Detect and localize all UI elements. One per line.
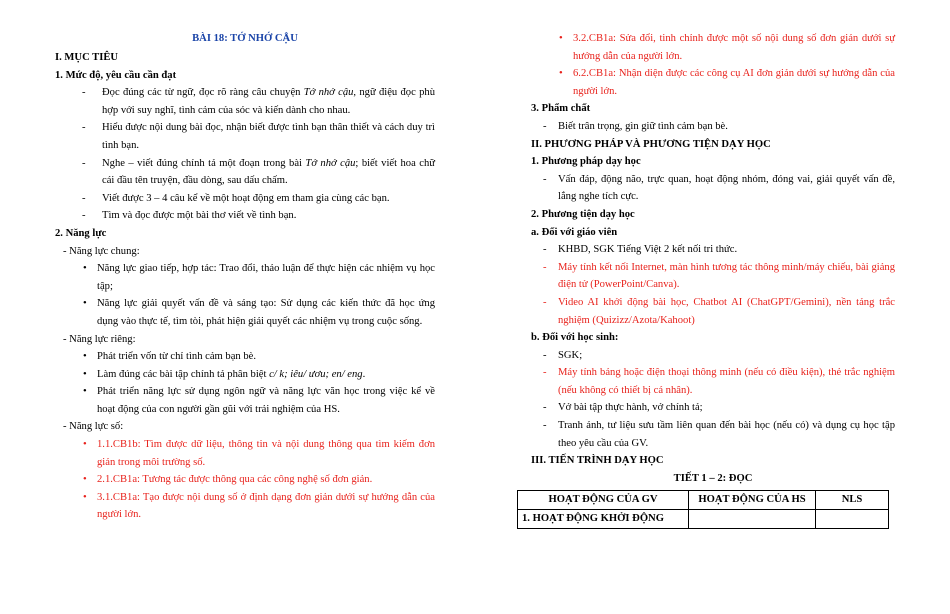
subsection-means: 2. Phương tiện dạy học [531,208,635,220]
period-heading: TIẾT 1 – 2: ĐỌC [673,472,753,484]
specific-competence-item: • Phát triển năng lực sử dụng ngôn ngữ và năng lực văn học trong việc kể về hoạt động của con người gần gũi với trải nghiệm của HS. [55,383,435,418]
student-means-item: - SGK; [531,347,895,365]
student-means-label: b. Đối với học sinh: [531,332,619,344]
digital-competence-item: • 6.2.CB1a: Nhận diện được các công cụ AI đơn giản dưới sự hướng dẫn của người lớn. [531,65,895,100]
specific-competence-label: - Năng lực riêng: [63,333,136,345]
goal-item: - Nghe – viết đúng chính tả một đoạn trong bài Tớ nhớ cậu; biết viết hoa chữ cái đầu tên truyện, đầu dòng, sau dấu chấm. [55,155,435,190]
teacher-means-item: - Video AI khởi động bài học, Chatbot AI (ChatGPT/Gemini), nền tảng trắc nghiệm (Quizizz/Azota/Kahoot) [531,294,895,329]
goal-item: - Viết được 3 – 4 câu kể về một hoạt động em tham gia cùng các bạn. [55,190,435,208]
teacher-means-item: - Máy tính kết nối Internet, màn hình tương tác thông minh/máy chiếu, bài giảng điện tử (PowerPoint/Canva). [531,259,895,294]
general-competence-item: • Năng lực giao tiếp, hợp tác: Trao đổi, thảo luận để thực hiện các nhiệm vụ học tập; [55,260,435,295]
subsection-methods: 1. Phương pháp dạy học [531,156,641,168]
table-cell-empty [816,510,889,529]
table-cell-empty [689,510,816,529]
left-column [55,0,435,524]
digital-competence-label: - Năng lực số: [63,421,124,433]
right-column [522,30,895,529]
section-methods-means: II. PHƯƠNG PHÁP VÀ PHƯƠNG TIỆN DẠY HỌC [531,138,771,150]
subsection-competence: 2. Năng lực [55,227,107,239]
goal-item: - Hiểu được nội dung bài đọc, nhận biết được tình bạn thân thiết và cách duy trì tình bạn. [55,119,435,154]
student-means-item: - Tranh ảnh, tư liệu sưu tầm liên quan đến bài học (nếu có) và dụng cụ học tập theo yêu cầu của GV. [531,417,895,452]
teacher-means-item: - KHBD, SGK Tiếng Việt 2 kết nối tri thức. [531,241,895,259]
student-means-item: - Máy tính bảng hoặc điện thoại thông minh (nếu có điều kiện), thẻ trắc nghiệm (nếu không có thiết bị cá nhân). [531,364,895,399]
general-competence-label: - Năng lực chung: [63,245,140,257]
goal-item: - Đọc đúng các từ ngữ, đọc rõ ràng câu chuyện Tớ nhớ cậu, ngữ điệu đọc phù hợp với suy nghĩ, tình cảm của sóc và kiến dành cho nhau. [55,84,435,119]
teacher-means-label: a. Đối với giáo viên [531,226,618,238]
table-header-teacher: HOẠT ĐỘNG CỦA GV [518,491,689,510]
digital-competence-item: • 3.2.CB1a: Sửa đổi, tinh chỉnh được một số nội dung số đơn giản dưới sự hướng dẫn của người lớn. [531,30,895,65]
table-cell-activity: 1. HOẠT ĐỘNG KHỞI ĐỘNG [518,510,689,529]
subsection-qualities: 3. Phẩm chất [531,103,591,115]
student-means-item: - Vở bài tập thực hành, vở chính tả; [531,399,895,417]
table-header-row [518,491,889,510]
general-competence-item: • Năng lực giải quyết vấn đề và sáng tạo: Sử dụng các kiến thức đã học ứng dụng vào thực tế, tìm tòi, phát hiện giải quyết các nhiệm vụ trong cuộc sống. [55,295,435,330]
section-teaching-process: III. TIẾN TRÌNH DẠY HỌC [531,455,664,467]
specific-competence-item: • Phát triển vốn từ chỉ tình cảm bạn bè. [55,348,435,366]
table-row [518,510,889,529]
goal-item: - Tìm và đọc được một bài thơ viết về tình bạn. [55,207,435,225]
goals-list [55,84,435,225]
lesson-title: BÀI 18: TỚ NHỚ CẬU [192,33,298,44]
table-header-student: HOẠT ĐỘNG CỦA HS [689,491,816,510]
digital-competence-item: • 3.1.CB1a: Tạo được nội dung số ở định dạng đơn giản dưới sự hướng dẫn của người lớn. [55,489,435,524]
subsection-requirements: 1. Mức độ, yêu cầu cần đạt [55,69,177,81]
methods-item: - Vấn đáp, động não, trực quan, hoạt động nhóm, đóng vai, giải quyết vấn đề, lắng nghe tích cực. [531,171,895,206]
digital-competence-item: • 2.1.CB1a: Tương tác được thông qua các công nghệ số đơn giản. [55,471,435,489]
digital-competence-item: • 1.1.CB1b: Tìm được dữ liệu, thông tin và nội dung thông qua tìm kiếm đơn giản trong môi trường số. [55,436,435,471]
activity-table [517,490,889,528]
specific-competence-item: • Làm đúng các bài tập chính tả phân biệt c/ k; iêu/ ươu; en/ eng. [55,366,435,384]
section-objectives: I. MỤC TIÊU [55,52,119,63]
quality-item: - Biết trân trọng, gìn giữ tình cảm bạn bè. [531,118,895,136]
table-header-nls: NLS [816,491,889,510]
